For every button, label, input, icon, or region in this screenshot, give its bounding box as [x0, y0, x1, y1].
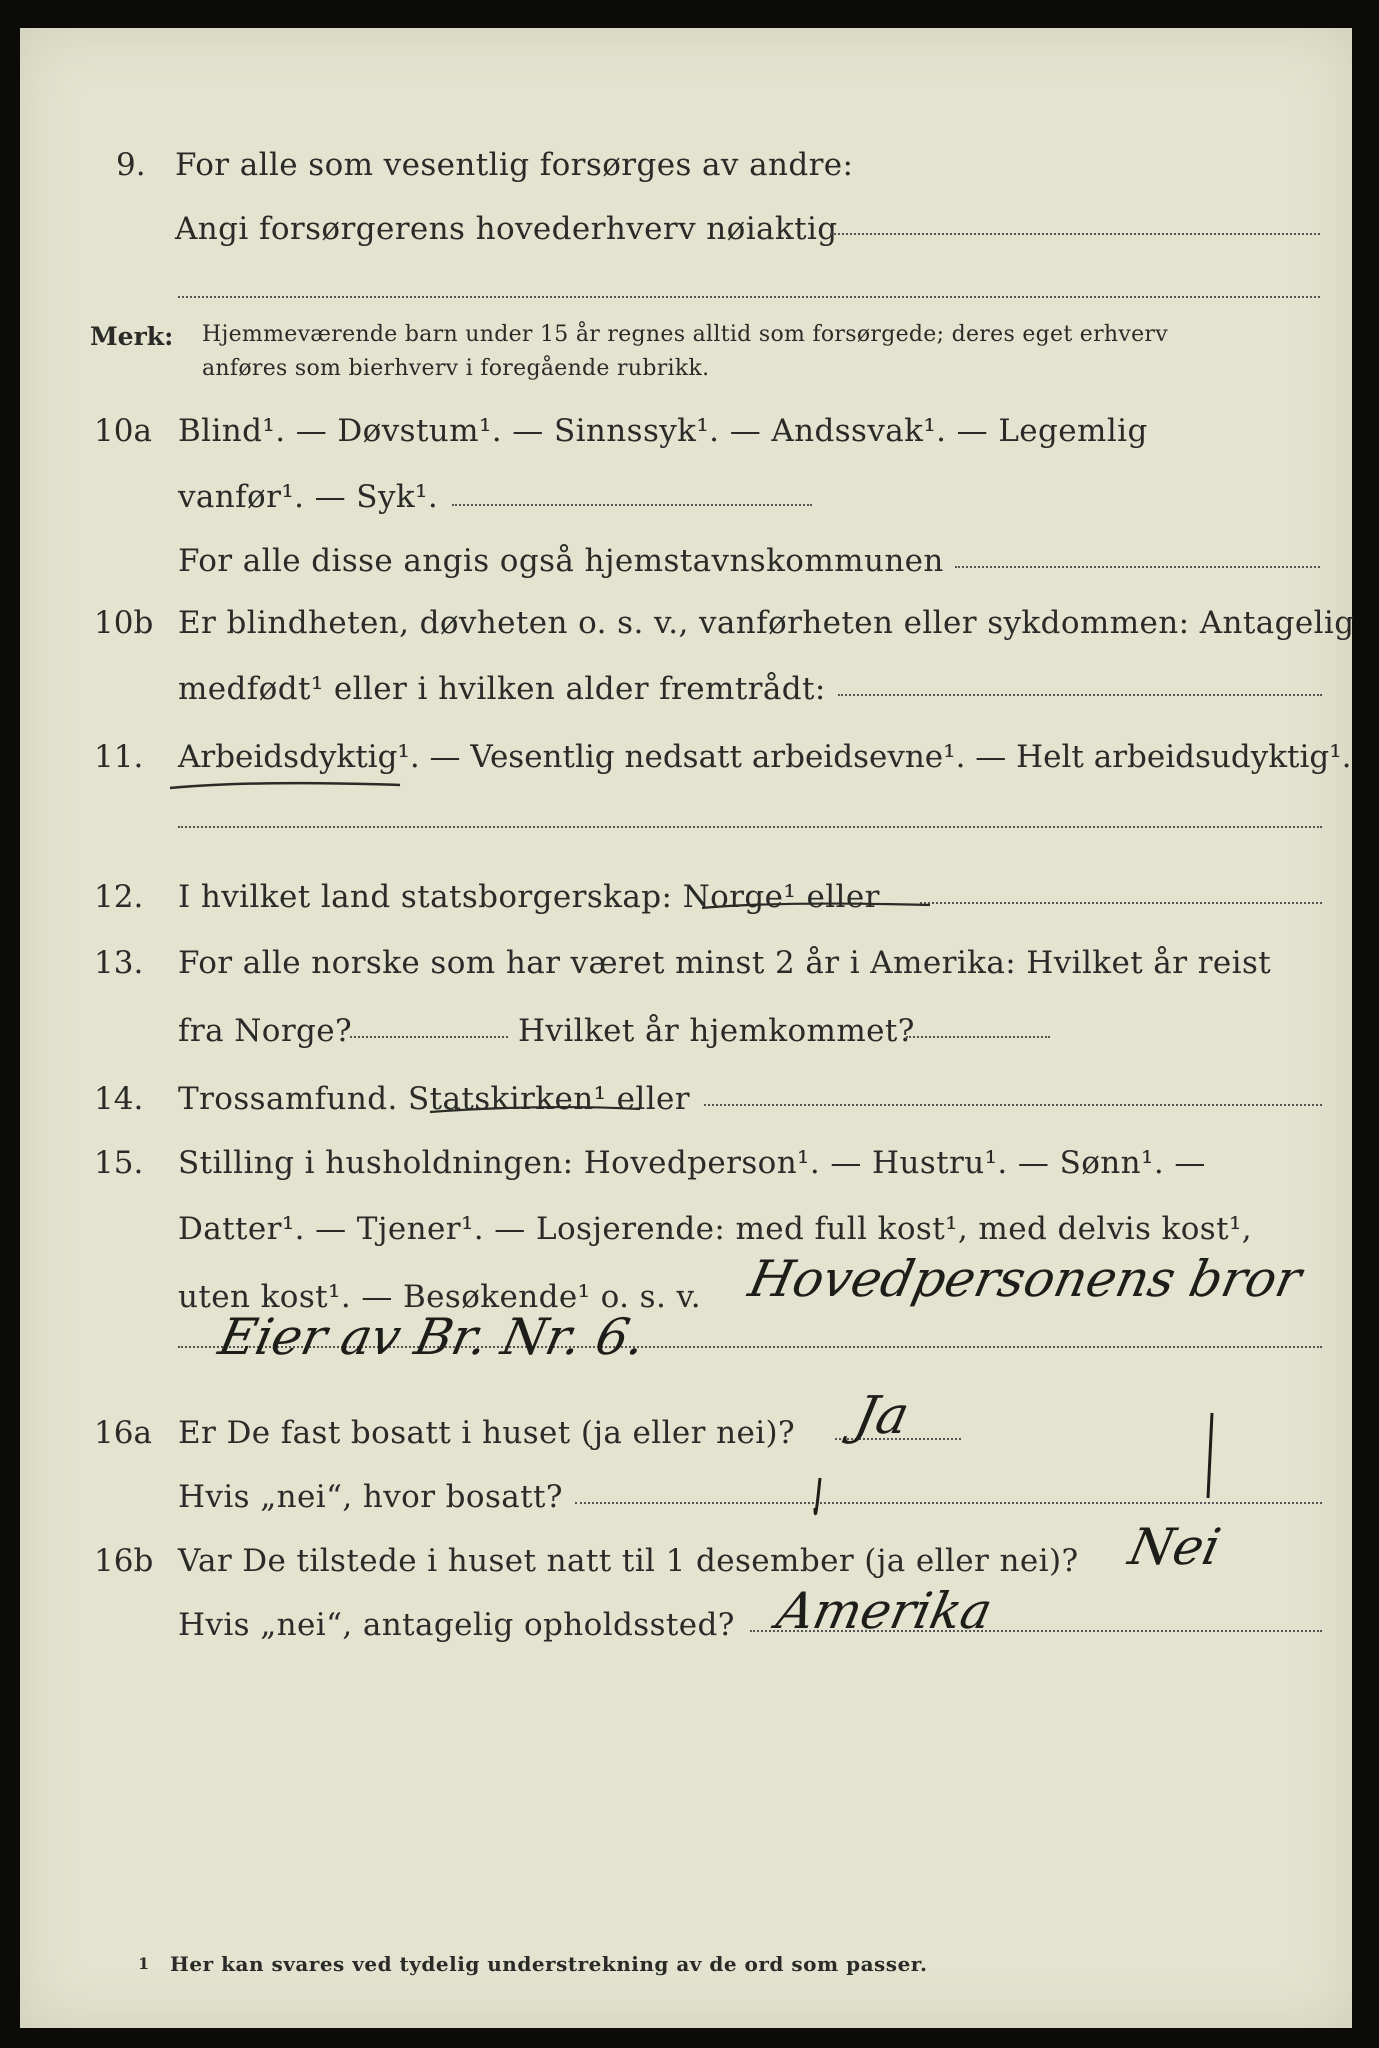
- q12-number: 12.: [94, 879, 144, 915]
- q10b-number: 10b: [94, 605, 154, 641]
- q16b-handwritten-answer-2: Amerika: [771, 1582, 998, 1640]
- q12-line1: I hvilket land statsborgerskap: Norge¹ eller: [178, 879, 880, 915]
- q11-line1: Arbeidsdyktig¹. — Vesentlig nedsatt arbeidsevne¹. — Helt arbeidsudyktig¹.: [178, 739, 1352, 775]
- q10b-line1: Er blindheten, døvheten o. s. v., vanførheten eller sykdommen: Antagelig: [178, 605, 1355, 641]
- footnote-text: Her kan svares ved tydelig understrekning av de ord som passer.: [170, 1952, 928, 1976]
- q11-number: 11.: [94, 739, 144, 775]
- q9-number: 9.: [116, 147, 146, 183]
- q16b-handwritten-answer-1: Nei: [1123, 1518, 1226, 1576]
- q16a-line2: Hvis „nei“, hvor bosatt?: [178, 1479, 563, 1515]
- footnote-marker: 1: [138, 1954, 150, 1973]
- merk-line2: anføres som bierhverv i foregående rubrikk.: [202, 356, 710, 381]
- q16b-line1: Var De tilstede i huset natt til 1 desember (ja eller nei)?: [178, 1543, 1079, 1579]
- q16b-number: 16b: [94, 1543, 154, 1579]
- q16a-handwritten-answer: Ja: [849, 1386, 915, 1446]
- pen-underlines: [20, 28, 1355, 2028]
- q10a-number: 10a: [94, 413, 152, 449]
- q10a-line3: For alle disse angis også hjemstavnskommunen: [178, 543, 944, 579]
- q15-line1: Stilling i husholdningen: Hovedperson¹. — Hustru¹. — Sønn¹. —: [178, 1145, 1206, 1181]
- q15-line2: Datter¹. — Tjener¹. — Losjerende: med full kost¹, med delvis kost¹,: [178, 1211, 1253, 1247]
- q13-line1: For alle norske som har været minst 2 år i Amerika: Hvilket år reist: [178, 945, 1272, 981]
- q15-number: 15.: [94, 1145, 144, 1181]
- q15-line3: uten kost¹. — Besøkende¹ o. s. v.: [178, 1279, 701, 1315]
- q16b-line2: Hvis „nei“, antagelig opholdssted?: [178, 1607, 735, 1643]
- merk-line1: Hjemmeværende barn under 15 år regnes alltid som forsørgede; deres eget erhverv: [202, 322, 1168, 347]
- q16a-number: 16a: [94, 1415, 152, 1451]
- q9-line1: For alle som vesentlig forsørges av andre:: [175, 147, 854, 183]
- q15-handwritten-answer-2: Eier av Br. Nr. 6.: [213, 1308, 651, 1366]
- q16a-line1: Er De fast bosatt i huset (ja eller nei)?: [178, 1415, 796, 1451]
- q13-line2a: fra Norge?: [178, 1013, 353, 1049]
- q9-line2: Angi forsørgerens hovederhverv nøiaktig: [175, 211, 838, 247]
- merk-label: Merk:: [90, 322, 174, 351]
- q10b-line2: medfødt¹ eller i hvilken alder fremtrådt:: [178, 671, 826, 707]
- census-form-page: [20, 28, 1355, 2028]
- q13-number: 13.: [94, 945, 144, 981]
- q10a-line2: vanfør¹. — Syk¹.: [178, 479, 439, 515]
- q15-handwritten-answer-1: Hovedpersonens bror: [743, 1250, 1307, 1308]
- q13-line2b: Hvilket år hjemkommet?: [518, 1013, 915, 1049]
- q14-number: 14.: [94, 1081, 144, 1117]
- q14-line1: Trossamfund. Statskirken¹ eller: [178, 1081, 690, 1117]
- q10a-line1: Blind¹. — Døvstum¹. — Sinnssyk¹. — Andssvak¹. — Legemlig: [178, 413, 1148, 449]
